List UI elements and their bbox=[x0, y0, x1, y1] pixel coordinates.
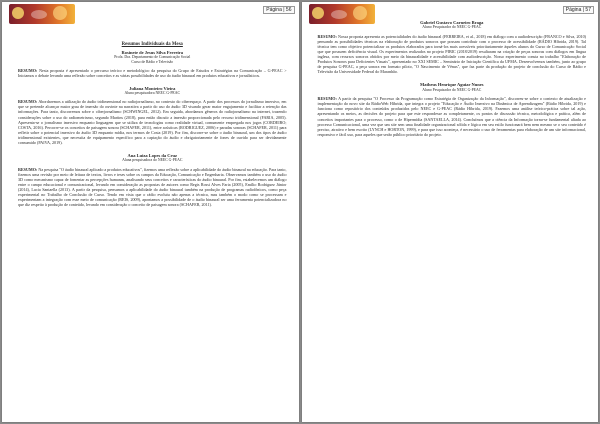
abstract-paragraph bbox=[18, 99, 287, 145]
author-name: Rosinete de Jesus Silva Ferreira bbox=[121, 50, 183, 56]
page-number: Página | 56 bbox=[263, 6, 294, 14]
abstract-label: RESUMO: bbox=[18, 99, 38, 105]
abstract-label: RESUMO: bbox=[317, 96, 337, 102]
author-name: Matheus Henrique Aguiar Nunes bbox=[419, 82, 484, 88]
page-number: Página | 57 bbox=[563, 6, 594, 14]
page-content bbox=[318, 20, 587, 144]
book-spread bbox=[2, 2, 598, 422]
author-name: Ana Luiza Lopes da Cruz bbox=[127, 153, 177, 159]
author-affiliation: Aluna pesquisadora do NEEC G-PEAC bbox=[122, 158, 183, 163]
author-name: Gabriel Gustavo Carneiro Braga bbox=[420, 20, 484, 25]
abstract-label: RESUMO: bbox=[18, 68, 38, 74]
left-page bbox=[2, 2, 299, 422]
abstract-text: Abordaremos a utilização do áudio tridimensional no radiojornalismo, no contexto do ciberespaço. A partir dos processos do jornalismo imersivo, em que se pretende alcançar maior grau de imersão do ouvinte na narrativa a partir do uso do áudio 3D visando gerar maior engajamento e facilitar a retenção das informações. Para tanto, discorremos sobre o ciberjornalismo (SCHWINGEL, 2012). Em seguida, abordamos gêneros do radiojornalismo na internet, trazendo considerações sobre o uso do radiometrismo, segundo Martins (2018), para então discutir a imersão proporcionada pelo recurso tridimensional (FARIA, 2005). Apresenta-se o jornalismo imersivo enquanto linguagem que se utiliza de tecnologias como realidade virtual, comumente empregada nos jogos (CORDEIRO; COSTA, 2016). Percorre-se os conceitos de paisagem sonora (SCHAFER, 2011), entre acústicas (RODRIGUEZ, 2006) e paradas sonoras (SCHAFER, 2011) para refletir sobre o potencial imersivo do áudio 3D enquanto mídia, nos termos de Costa (2019). Por fim, discorre-se sobre o áudio binaural, um dos tipos de áudio tridimensional existentes, que necessita de equipamento específico para a captação do áudio e obrigatoriamente de fones de ouvido para ser devidamente consumido (PAIVA, 2019). bbox=[18, 99, 287, 145]
abstract-text: Nesta proposta é apresentado o percurso teórico e metodológico da pesquisa do Grupo de Estudos e Estratégias na Comunicação – G-PEAC > Iniciamos o debate levando uma reflexão sobre conceitos e as várias possibilidades de uso do áudio binaural em produtos educativos e jornalísticos. bbox=[18, 68, 287, 79]
right-page bbox=[302, 2, 599, 422]
abstract-label: RESUMO: bbox=[18, 166, 38, 172]
abstract-paragraph bbox=[18, 167, 287, 208]
abstract-paragraph bbox=[318, 34, 587, 75]
abstract-text: Nossa proposta apresenta as potencialidades do áudio binaural (FERREIRA, et al., 2018) em diálogo com a audiodescrição (FRANCO e Silva, 2010) pensando as possibilidades técnicas na elaboração de produtos sonoros que possam contribuir com o processo de acessibilidade (RÁDIO Híbrida, 2019). Tal técnica tem como objetivo potencializar os produtos elaborados para torná-los mais acessíveis prioritariamente àqueles alunos do Curso de Comunicação Social que que possuem deficiência visual. Os experimentos realizados no projeto PIBIC (2018/2019) resultaram na criação de peças sonoras com diálogos em língua inglesa, com recursos sonoros obtidos por meio da binauralidade e acessibilidade com audiodescrição. Nosso experimento consta no trabalho "Elaboração de Produtos Sonoros para Deficientes Visuais", apresentado no XXI SEMIC – Seminário de Iniciação Científica da UFMA. Desenvolvemos também, junto ao grupo de pesquisa G-PEAC, a peça sonora em formato piloto, "O Nascimento de Vênus", que faz parte da produção do projeto de conclusão do Curso de Rádio e Televisão da Universidade Federal do Maranhão. bbox=[317, 33, 586, 75]
abstract-text: A partir da pesquisa "O Processo da Programação como Estratégia de Organização da Informação", discorreu-se sobre o contexto de atualização e implementação do novo site da RádioWeb Híbrida, que integra o projeto "Educação e Áudio Imersivo na Dinâmica de Aprendizagem" (Rádio Híbrida, 2019) e funciona como repositório dos conteúdos produzidos pelo NEEC e G-PEAC (Rádio Híbrida, 2019). Fazemos uma análise teórico-prática sobre tal ação, apresentando os meios, as decisões do projeto para que este respondesse as completamente, os pontos de discussão técnica, metodológica e prática, além de conceitos importantes para o processo, como o de Hipermídia (SANTAELLA, 2014). Concluímos que a ciência da Informação torna-se fundamental aliada ao processo Comunicacional, uma vez que um site sem uma finalidade organizacional sólida e lógica em seu estilo funcionará bem nem mesmo se o seu conteúdo é preciso, atrativo e bem escrito (LYNCH e HORTON, 1999), e para que isso aconteça, é necessário o uso de ferramentas para elaboração de um site informacional, responsivo e fácil uso, para aqueles que serão público prioritário do projeto. bbox=[317, 96, 586, 137]
author-affiliation: Aluno Pesquisador do NEEC G-PEAC bbox=[422, 25, 482, 30]
abstract-text: Na pesquisa "O áudio binaural aplicado a produtos educativos", fizemos uma reflexão sobre a aplicabilidade do áudio binaural na educação. Para tanto, fizemos uma revisão por meio de leitura de textos, livros e teses sobre os campos da Educação, Comunicação e Engenharia. Observamos também o uso do áudio 3D como mecanismo capaz de fomentar as percepções humanas, analisando seus conceitos e características do áudio binaural. Por fim, estabelecemos um diálogo entre o campo educacional e comunicacional, levando em consideração as propostas de autores como Regis Rossi Alves Faria (2005), Emílio Rodriguez Júnior (2014), Lucia Santaella (2013). A partir da pesquisa, pensamos a aplicabilidade do áudio binaural também na produção de programas radiofônicos, como peça experimental no Trabalho de Conclusão de Curso. Tendo em vista que o rádio evoluiu não apenas a técnica, mas também o modo como se processam e experimentam a integração com esse meio de comunicação (REIS, 2009), apontamos a possibilidade de o áudio binaural ser uma ferramenta potencializadora no que diz respeito à produção de conteúdo, levando em consideração o conceito de paisagem sonora (SCHAFER, 2011). bbox=[18, 166, 287, 208]
author-name: Juliana Monteiro Vieira bbox=[129, 85, 176, 91]
author-affiliation: Aluno Pesquisador do NEEC G-PEAC bbox=[422, 87, 482, 92]
page-content bbox=[18, 28, 287, 215]
author-affiliation: Aluna pesquisadora NEEC G-PEAC bbox=[124, 90, 181, 95]
section-title: Resumos Individuais da Mesa bbox=[121, 42, 183, 47]
abstract-paragraph bbox=[18, 68, 287, 78]
abstract-paragraph bbox=[318, 96, 587, 137]
page-header bbox=[2, 2, 299, 26]
event-logo bbox=[9, 4, 75, 24]
author-affiliation: Profa. Dra. Departamento de Comunicação Social Curso de Rádio e Televisão bbox=[114, 55, 191, 64]
abstract-label: RESUMO: bbox=[317, 33, 337, 39]
